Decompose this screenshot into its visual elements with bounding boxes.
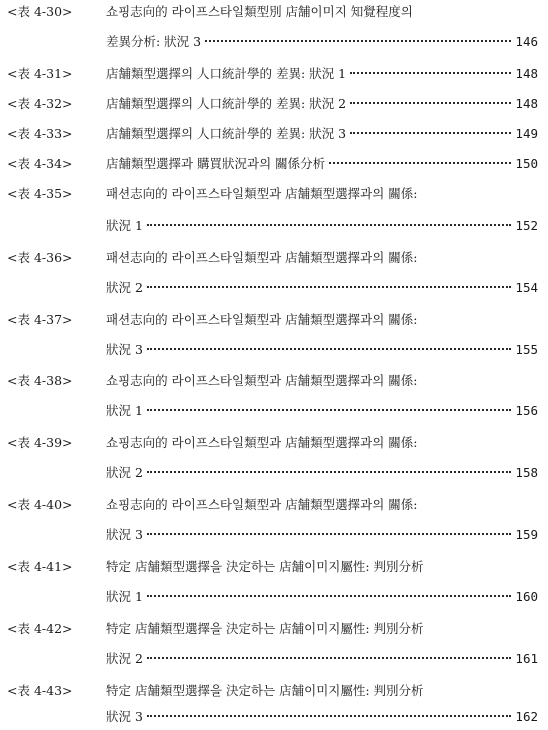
page-number: 158 xyxy=(515,465,538,480)
table-number: <表 4-31> xyxy=(7,66,73,81)
toc-entry-4-32 xyxy=(0,93,548,115)
entry-title-continuation: 差異分析: 狀況 3 xyxy=(106,34,202,49)
entry-title: 店舗類型選擇과 購買狀況과의 關係分析 xyxy=(106,156,326,171)
entry-title-continuation: 狀況 2 xyxy=(106,280,143,295)
dot-leader xyxy=(350,102,511,104)
table-number: <表 4-43> xyxy=(7,683,73,698)
page-number: 150 xyxy=(515,156,538,171)
entry-title: 패션志向的 라이프스타일類型과 店舗類型選擇과의 關係: xyxy=(106,250,418,265)
dot-leader xyxy=(147,409,511,411)
toc-entry-4-38 xyxy=(0,370,548,392)
toc-entry-4-38-cont xyxy=(0,400,548,422)
table-number: <表 4-33> xyxy=(7,126,73,141)
table-number: <表 4-35> xyxy=(7,186,73,201)
dot-leader xyxy=(147,533,511,535)
dot-leader xyxy=(147,348,511,350)
page-number: 155 xyxy=(515,342,538,357)
entry-title: 特定 店舗類型選擇을 決定하는 店舗이미지屬性: 判別分析 xyxy=(106,683,424,698)
toc-entry-4-43 xyxy=(0,680,548,702)
page-number: 161 xyxy=(515,651,538,666)
entry-title-continuation: 狀況 1 xyxy=(106,589,143,604)
dot-leader xyxy=(147,224,511,226)
toc-entry-4-36 xyxy=(0,247,548,269)
table-number: <表 4-42> xyxy=(7,621,73,636)
dot-leader xyxy=(147,715,511,717)
entry-title: 쇼핑志向的 라이프스타일類型과 店舗類型選擇과의 關係: xyxy=(106,435,418,450)
entry-title-continuation: 狀況 3 xyxy=(106,709,143,724)
entry-title: 特定 店舗類型選擇을 決定하는 店舗이미지屬性: 判別分析 xyxy=(106,559,424,574)
entry-title: 店舗類型選擇의 人口統計學的 差異: 狀況 2 xyxy=(106,96,347,111)
toc-entry-4-41 xyxy=(0,556,548,578)
dot-leader xyxy=(147,595,511,597)
page-number: 148 xyxy=(515,66,538,81)
entry-title: 패션志向的 라이프스타일類型과 店舗類型選擇과의 關係: xyxy=(106,312,418,327)
page-number: 162 xyxy=(515,709,538,724)
toc-entry-4-37-cont xyxy=(0,339,548,361)
table-number: <表 4-37> xyxy=(7,312,73,327)
toc-entry-4-34 xyxy=(0,153,548,175)
toc-entry-4-40-cont xyxy=(0,524,548,546)
table-number: <表 4-38> xyxy=(7,373,73,388)
table-number: <表 4-34> xyxy=(7,156,73,171)
dot-leader xyxy=(147,657,511,659)
entry-title-continuation: 狀況 2 xyxy=(106,465,143,480)
toc-entry-4-35 xyxy=(0,183,548,205)
toc-entry-4-31 xyxy=(0,63,548,85)
entry-title: 패션志向的 라이프스타일類型과 店舗類型選擇과의 關係: xyxy=(106,186,418,201)
table-number: <表 4-41> xyxy=(7,559,73,574)
toc-entry-4-37 xyxy=(0,309,548,331)
toc-entry-4-33 xyxy=(0,123,548,145)
dot-leader xyxy=(147,471,511,473)
toc-entry-4-42 xyxy=(0,618,548,640)
page-number: 159 xyxy=(515,527,538,542)
toc-entry-4-39-cont xyxy=(0,462,548,484)
page-number: 154 xyxy=(515,280,538,295)
toc-entry-4-35-cont xyxy=(0,215,548,237)
page-number: 149 xyxy=(515,126,538,141)
entry-title-continuation: 狀況 1 xyxy=(106,218,143,233)
dot-leader xyxy=(350,132,511,134)
entry-title-continuation: 狀況 1 xyxy=(106,403,143,418)
page-number: 160 xyxy=(515,589,538,604)
page-number: 156 xyxy=(515,403,538,418)
table-number: <表 4-30> xyxy=(7,4,73,19)
page-number: 146 xyxy=(515,34,538,49)
page-number: 152 xyxy=(515,218,538,233)
entry-title: 店舗類型選擇의 人口統計學的 差異: 狀況 1 xyxy=(106,66,347,81)
entry-title: 特定 店舗類型選擇을 決定하는 店舗이미지屬性: 判別分析 xyxy=(106,621,424,636)
toc-entry-4-30 xyxy=(0,1,548,23)
toc-entry-4-43-cont xyxy=(0,706,548,728)
entry-title: 쇼핑志向的 라이프스타일類型과 店舗類型選擇과의 關係: xyxy=(106,373,418,388)
page-number: 148 xyxy=(515,96,538,111)
toc-entry-4-36-cont xyxy=(0,277,548,299)
dot-leader xyxy=(350,72,511,74)
toc-entry-4-39 xyxy=(0,432,548,454)
dot-leader xyxy=(205,40,511,42)
toc-entry-4-30-cont xyxy=(0,31,548,53)
toc-entry-4-42-cont xyxy=(0,648,548,670)
entry-title: 쇼핑志向的 라이프스타일類型別 店舗이미지 知覺程度의 xyxy=(106,4,413,19)
entry-title: 쇼핑志向的 라이프스타일類型과 店舗類型選擇과의 關係: xyxy=(106,497,418,512)
table-number: <表 4-40> xyxy=(7,497,73,512)
table-number: <表 4-32> xyxy=(7,96,73,111)
dot-leader xyxy=(329,162,511,164)
entry-title: 店舗類型選擇의 人口統計學的 差異: 狀況 3 xyxy=(106,126,347,141)
toc-entry-4-41-cont xyxy=(0,586,548,608)
toc-entry-4-40 xyxy=(0,494,548,516)
dot-leader xyxy=(147,286,511,288)
entry-title-continuation: 狀況 3 xyxy=(106,527,143,542)
entry-title-continuation: 狀況 2 xyxy=(106,651,143,666)
table-number: <表 4-36> xyxy=(7,250,73,265)
table-number: <表 4-39> xyxy=(7,435,73,450)
entry-title-continuation: 狀況 3 xyxy=(106,342,143,357)
